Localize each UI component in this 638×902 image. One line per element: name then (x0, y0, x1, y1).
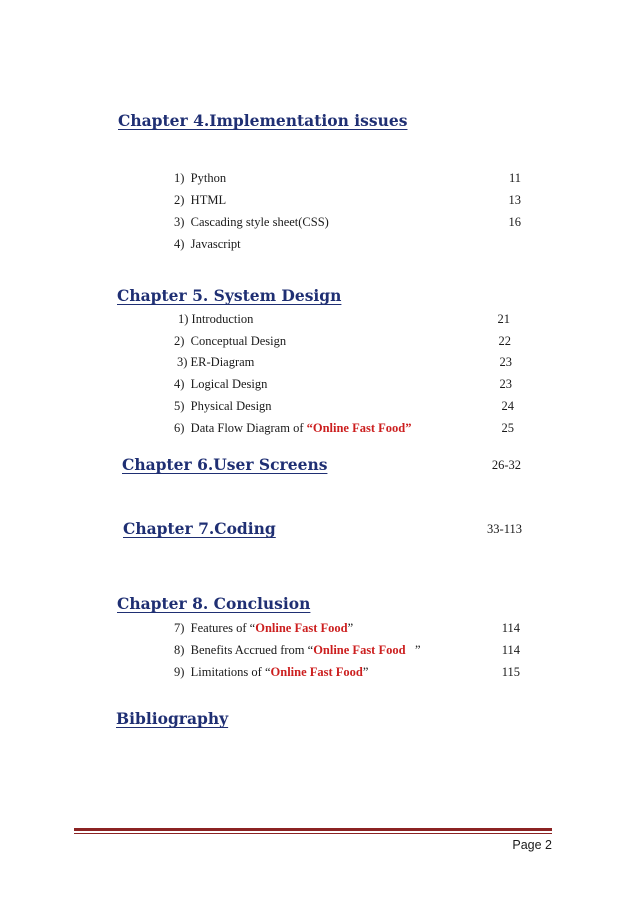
ch5-item-introduction-page: 21 (497, 312, 510, 326)
ch4-item-html: 2) HTML (174, 193, 227, 207)
ch8-item-benefits-page: 114 (501, 643, 520, 657)
ch8-item-limitations-post: ” (362, 665, 369, 679)
ch5-item-conceptual-page: 22 (498, 334, 511, 348)
ch8-item-benefits (174, 643, 421, 658)
ch8-item-benefits-pre: 8) Benefits Accrued from “ (174, 643, 314, 657)
footer-rule-thin (74, 833, 552, 834)
footer-rule-thick (74, 828, 552, 831)
chapter-7-page: 33-113 (487, 522, 522, 536)
ch5-item-er-diagram-page: 23 (499, 355, 512, 369)
ch5-item-data-flow-page: 25 (501, 421, 514, 435)
chapter-8-heading: Chapter 8. Conclusion (117, 594, 311, 613)
ch4-item-css: 3) Cascading style sheet(CSS) (174, 215, 329, 229)
chapter-6-page: 26-32 (491, 458, 521, 472)
ch5-item-er-diagram: 3) ER-Diagram (177, 355, 255, 369)
ch8-item-limitations-highlight: Online Fast Food (270, 665, 363, 679)
ch4-item-css-page: 16 (508, 215, 521, 229)
chapter-5-heading: Chapter 5. System Design (117, 286, 342, 305)
chapter-4-heading: Chapter 4.Implementation issues (118, 111, 408, 130)
chapter-6-heading: Chapter 6.User Screens (122, 455, 328, 474)
page-number: Page 2 (512, 838, 552, 852)
ch8-item-features-page: 114 (501, 621, 520, 635)
ch8-item-limitations (174, 665, 368, 680)
ch8-item-features-pre: 7) Features of “ (174, 621, 256, 635)
ch8-item-benefits-post: ” (405, 643, 421, 657)
ch5-item-physical: 5) Physical Design (174, 399, 272, 413)
ch8-item-features (174, 621, 353, 636)
ch4-item-python-page: 11 (508, 171, 521, 185)
bibliography-heading: Bibliography (116, 709, 229, 728)
ch8-item-limitations-page: 115 (501, 665, 520, 679)
ch4-item-javascript: 4) Javascript (174, 237, 241, 251)
ch5-item-conceptual: 2) Conceptual Design (174, 334, 287, 348)
ch5-item-data-flow-label: 6) Data Flow Diagram of (174, 421, 307, 435)
ch8-item-limitations-pre: 9) Limitations of “ (174, 665, 271, 679)
ch4-item-python: 1) Python (174, 171, 227, 185)
chapter-7-heading: Chapter 7.Coding (123, 519, 276, 538)
ch8-item-benefits-highlight: Online Fast Food (313, 643, 406, 657)
ch5-item-data-flow (174, 421, 411, 436)
ch5-item-introduction: 1) Introduction (178, 312, 254, 326)
ch5-item-physical-page: 24 (501, 399, 514, 413)
ch8-item-features-post: ” (347, 621, 354, 635)
ch5-item-logical: 4) Logical Design (174, 377, 268, 391)
ch4-item-html-page: 13 (508, 193, 521, 207)
ch5-item-data-flow-highlight: “Online Fast Food” (306, 421, 412, 435)
ch5-item-logical-page: 23 (499, 377, 512, 391)
ch8-item-features-highlight: Online Fast Food (255, 621, 348, 635)
